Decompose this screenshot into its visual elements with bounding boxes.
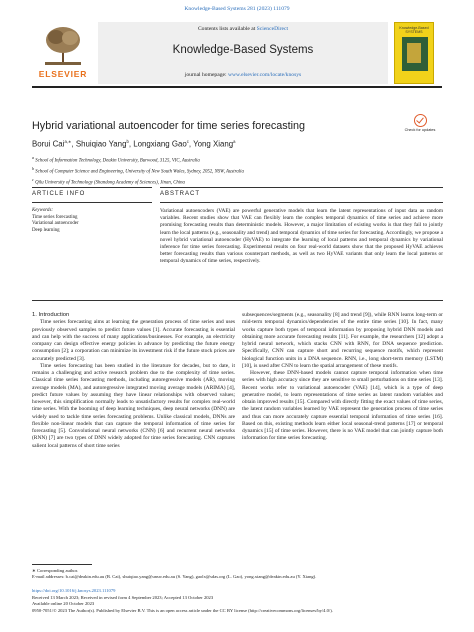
- homepage-line: [98, 72, 388, 78]
- homepage-link[interactable]: www.elsevier.com/locate/knosys: [227, 72, 302, 78]
- doi-text[interactable]: https://doi.org/10.1016/j.knosys.2023.111079: [32, 588, 116, 594]
- homepage-prefix: journal homepage:: [184, 72, 228, 78]
- affiliation-mark: c: [32, 176, 34, 182]
- affiliation-text: School of Information Technology, Deakin University, Burwood, 3125, VIC, Australia: [35, 158, 200, 164]
- elsevier-tree-icon: [40, 24, 86, 68]
- section-heading-introduction: 1. Introduction: [32, 312, 70, 318]
- contents-line: [98, 26, 388, 32]
- affiliation: [32, 165, 244, 176]
- affiliation: [32, 154, 244, 165]
- affiliation: [32, 176, 244, 187]
- body-paragraph: Time series forecasting has been studied in the literature for decades, but to date, it remains a challenging and active research problem due to the complexity of time series. Classical time series forecasting methods, including autoregressive models (AR), moving average models (MA), and autoregressive integrated moving average models (ARIMA) [4], predict future values by assuming they have linear relationships with observed values; however, this simplification normally leads to unsatisfactory results for complex real-world time series. With the booming of deep learning techniques, deep neural networks (DNN) are widely used to tackle time series forecasting problems. Unlike classical models, DNNs are flexible non-linear models that can capture the temporal information of time series for forecasting [5]. Convolutional neural networks (CNN) [6] and recurrent neural networks (RNN) [7] are two types of DNN widely adopted for time series forecasting. CNN captures salient local patterns of short time series: [32, 362, 235, 449]
- abstract-end-rule: [32, 300, 443, 301]
- article-info-rule-bottom: [32, 202, 152, 203]
- body-paragraph: However, these DNN-based models cannot capture temporal information when time series with high accuracy since they are sensitive to small perturbations on time series [13]. Recent works refer to variational autoencoder (VAE) [14], which is a type of deep generative model, to learn representations of time series as latent random variables and obtain improved results [15]. Compared with directly fitting the exact values of time series, the latent random variables learned by VAE represent the generation process of time series and thus can more accurately capture essential temporal information of time series [16]. Based on this, existing methods learn either local seasonal-trend patterns [17] or temporal dynamics [15] of time series. However, there is no VAE model that can jointly capture both information for time series forecasting.: [242, 370, 443, 442]
- license-text: 0950-7051/© 2023 The Author(s). Published by Elsevier B.V. This is an open access article under the CC BY license (http://creativecommons.org/licenses/by/4.0/).: [32, 607, 333, 613]
- abstract-rule-top: [160, 187, 443, 188]
- body-paragraph: subsequences/segments (e.g., seasonality [8] and trend [9]), while RNN learns long-term or mid-term temporal dynamics/dependencies of the entire time series [10]. In fact, many works capture both types of temporal information by proposing hybrid DNN models and obtaining more accurate forecasting results [11]. For example, the researchers [12] adopt a hybrid neural network, which stacks CNN with RNN, for DNA sequence prediction. Specifically, CNN can capture short and recurring sequence motifs, which represent biological function units in a DNA sequence. RNN, i.e., long short-term memory (LSTM) [10], is used after CNN to learn the spatial arrangement of these motifs.: [242, 312, 443, 369]
- keyword: Variational autoencoder: [32, 221, 79, 227]
- article-info-rule-top: [32, 187, 152, 188]
- author-name[interactable]: Longxiang Gao: [133, 139, 187, 149]
- affiliations: [32, 154, 244, 186]
- journal-reference[interactable]: Knowledge-Based Systems 281 (2023) 111079: [184, 6, 290, 12]
- abstract-text: Variational autoencoders (VAE) are powerful generative models that learn the latent representations of input data as random variables. Recent studies show that VAE can flexibly learn the complex temporal dynamics of time series and achieve more promising forecasting results than deterministic models. However, a major limitation of existing works is that they fail to jointly learn the local patterns (e.g., seasonality and trend) and temporal dynamics of time series for forecasting. Accordingly, we propose a novel hybrid variational autoencoder (HyVAE) to integrate the learning of local patterns and temporal dynamics by variational inference for time series forecasting. Experimental results on four real-world datasets show that the proposed HyVAE achieves better forecasting results than various counterpart methods, as well as two HyVAE variants that only learn the local patterns or temporal dynamics of time series, respectively.: [160, 208, 443, 265]
- affiliation-mark: b: [32, 165, 35, 171]
- header-divider: [32, 86, 442, 88]
- author-affil: a: [233, 139, 236, 144]
- journal-name: Knowledge-Based Systems: [172, 44, 314, 56]
- footnotes: [32, 564, 443, 614]
- affiliation-text: School of Computer Science and Engineering, University of New South Wales, Sydney, 2052, NSW, Australia: [35, 169, 244, 175]
- article-info-heading: ARTICLE INFO: [32, 191, 86, 197]
- contents-prefix: Contents lists available at: [197, 26, 257, 32]
- check-updates-label: Check for updates: [404, 128, 436, 132]
- affiliation-text: Qilu University of Technology (Shandong Academy of Sciences), Jinan, China: [35, 180, 185, 186]
- journal-cover: [394, 22, 434, 84]
- author-affil: b: [126, 139, 129, 144]
- publisher-name: ELSEVIER: [38, 69, 88, 79]
- abstract-heading: ABSTRACT: [160, 191, 201, 197]
- corresponding-note: ∗ Corresponding author.: [32, 567, 79, 573]
- abstract-rule-bottom: [160, 202, 443, 203]
- sciencedirect-link[interactable]: ScienceDirect: [256, 26, 289, 32]
- check-for-updates[interactable]: [402, 114, 438, 142]
- author-affil: a,∗: [64, 139, 72, 144]
- cover-title: Knowledge-Based SYSTEMS: [399, 26, 429, 34]
- journal-header: [32, 22, 442, 100]
- left-column: [32, 312, 235, 450]
- author-name[interactable]: Yong Xiang: [193, 139, 234, 149]
- right-column: [242, 312, 443, 443]
- check-updates-icon: [414, 114, 427, 127]
- keywords-list: [32, 215, 79, 234]
- body-paragraph: Time series forecasting aims at learning the generation process of time series and uses previously observed samples to predict future values [1]. Accurate forecasting is essential and can help with the success of many applications/businesses. For example, an electricity company can design effective energy policies in advance by predicting the future energy consumption [2]; a corporation can minimize its investment risk if the future stock prices are accurately predicted [3].: [32, 319, 235, 362]
- keyword: Deep learning: [32, 227, 60, 233]
- cover-image-detail: [407, 43, 421, 63]
- footnote-rule: [32, 564, 92, 565]
- author-name[interactable]: Borui Cai: [32, 139, 65, 149]
- journal-banner: [98, 22, 388, 84]
- affiliation-mark: a: [32, 155, 35, 160]
- author-affil: c: [186, 139, 189, 144]
- keywords-label: Keywords:: [32, 208, 54, 213]
- email-addresses: E-mail addresses: b.cai@deakin.edu.au (B. Cai), shuiqiao.yang@unsw.edu.au (S. Yang), gaolx@sdas.org (L. Gao), yong.xiang@deakin.edu.au (Y. Xiang).: [32, 573, 317, 579]
- author-name[interactable]: Shuiqiao Yang: [75, 139, 127, 149]
- publisher-logo: [32, 22, 94, 82]
- article-title: Hybrid variational autoencoder for time series forecasting: [32, 120, 306, 132]
- available-online: Available online 20 October 2023: [32, 601, 95, 607]
- keyword: Time series forecasting: [32, 215, 78, 220]
- author-list: Borui Cai$^{a,∗}$, Shuiqiao Yang$^b$, Longxiang Gao$^c$, Yong Xiang$^a$: [32, 139, 236, 149]
- received-dates: Received 13 March 2023; Received in revised form 4 September 2023; Accepted 13 October 2023: [32, 594, 214, 600]
